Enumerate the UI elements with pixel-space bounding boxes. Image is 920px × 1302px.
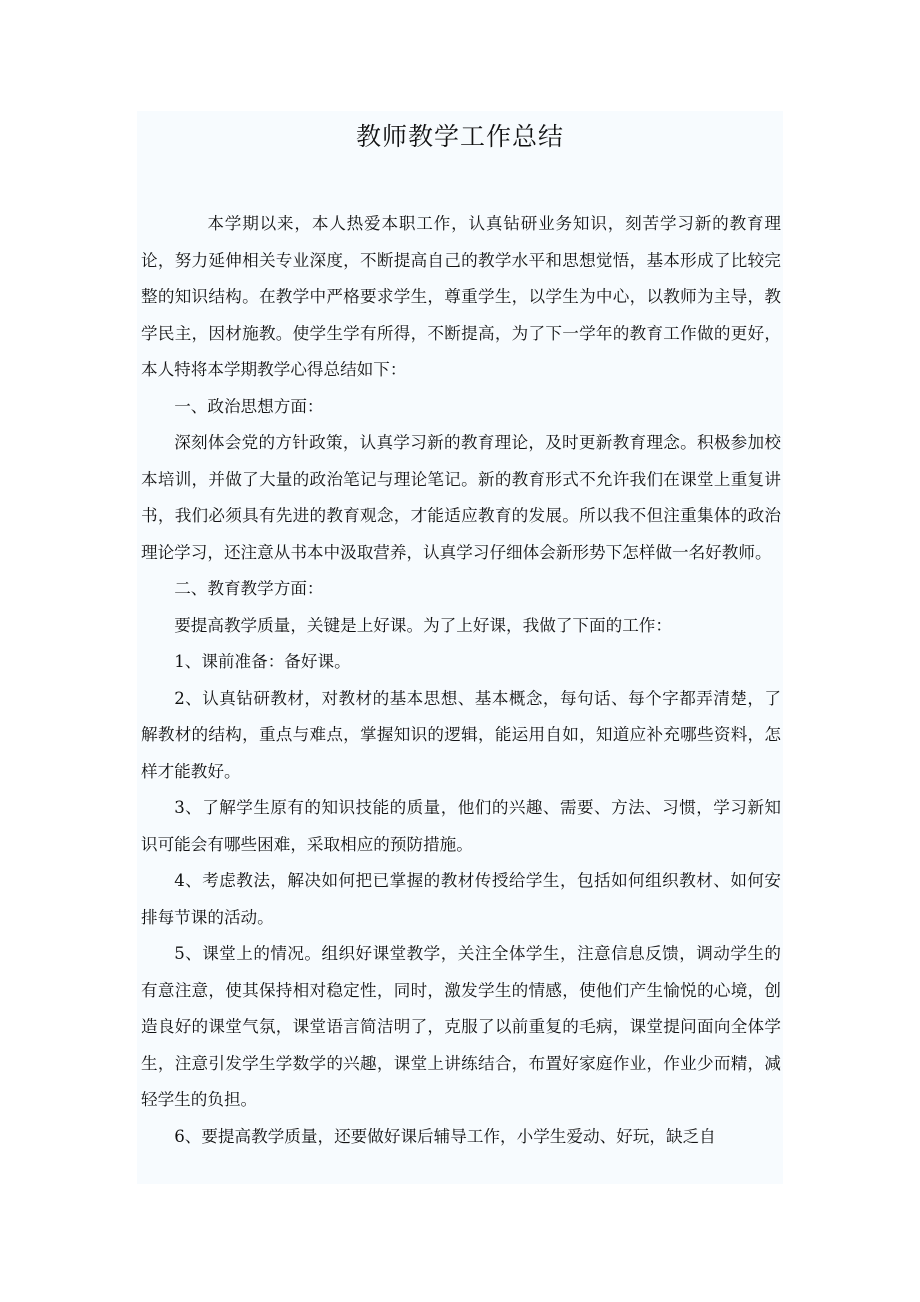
document-page [137, 111, 783, 1184]
section-heading-politics: 一、政治思想方面： [174, 396, 324, 416]
list-item: 5、课堂上的情况。组织好课堂教学，关注全体学生，注意信息反馈，调动学生的有意注意，使其保持相对稳定性，同时，激发学生的情感，使他们产生愉悦的心境，创造良好的课堂气氛，课堂语言简洁明了，克服了以前重复的毛病，课堂提问面向全体学生，注意引发学生学数学的兴趣，课堂上讲练结合，布置好家庭作业，作业少而精，减轻学生的负担。 [141, 944, 781, 1109]
section-heading-teaching: 二、教育教学方面： [174, 579, 324, 598]
paragraph-intro: 本学期以来，本人热爱本职工作，认真钻研业务知识，刻苦学习新的教育理论，努力延伸相关专业深度，不断提高自己的教学水平和思想觉悟，基本形成了比较完整的知识结构。在教学中严格要求学生，尊重学生，以学生为中心，以教师为主导，教学民主，因材施教。使学生学有所得，不断提高，为了下一学年的教育工作做的更好，本人特将本学期教学心得总结如下： [141, 214, 781, 379]
paragraph-politics: 深刻体会党的方针政策，认真学习新的教育理论，及时更新教育理念。积极参加校本培训，并做了大量的政治笔记与理论笔记。新的教育形式不允许我们在课堂上重复讲书，我们必须具有先进的教育观念，才能适应教育的发展。所以我不但注重集体的政治理论学习，还注意从书本中汲取营养，认真学习仔细体会新形势下怎样做一名好教师。 [141, 433, 781, 562]
paragraph-teaching-quality: 要提高教学质量，关键是上好课。为了上好课，我做了下面的工作： [174, 615, 672, 635]
list-item: 4、考虑教法，解决如何把已掌握的教材传授给学生，包括如何组织教材、如何安排每节课的活动。 [141, 871, 781, 927]
list-item: 1、课前准备：备好课。 [174, 652, 351, 671]
list-item: 2、认真钻研教材，对教材的基本思想、基本概念，每句话、每个字都弄清楚，了解教材的结构，重点与难点，掌握知识的逻辑，能运用自如，知道应补充哪些资料，怎样才能教好。 [141, 688, 781, 781]
list-item: 6、要提高教学质量，还要做好课后辅导工作，小学生爱动、好玩，缺乏自 [174, 1126, 716, 1146]
document-title: 教师教学工作总结 [355, 122, 564, 151]
list-item: 3、了解学生原有的知识技能的质量，他们的兴趣、需要、方法、习惯，学习新知识可能会有哪些困难，采取相应的预防措施。 [141, 798, 781, 854]
document-body [141, 206, 781, 1155]
